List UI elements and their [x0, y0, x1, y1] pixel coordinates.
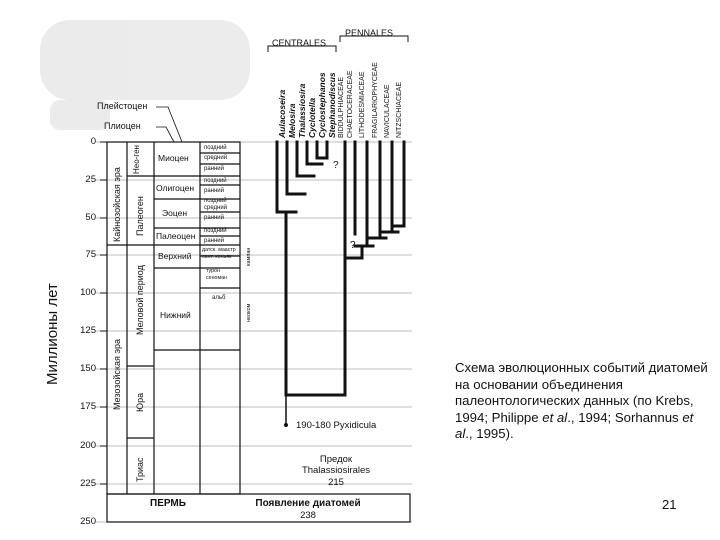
epoch-oligocene: Олигоцен [156, 183, 195, 193]
taxon-biddulphiaceae: BIDDULPHIACEAE [338, 76, 345, 138]
pliocene-label: Плиоцен [104, 121, 141, 131]
appearance-label: Появление диатомей [255, 498, 361, 509]
pennales-label: PENNALES [345, 28, 394, 38]
period-cretaceous: Меловой период [135, 265, 145, 335]
epoch-paleocene: Палеоцен [156, 231, 196, 241]
stage-label: датск. маастр [202, 247, 236, 253]
taxon-naviculaceae: NAVICULACEAE [384, 84, 391, 138]
era-cenozoic: Кайнозойская эра [112, 167, 122, 242]
taxon-melosira: Melosira [287, 103, 297, 138]
tick-25: 25 [85, 174, 96, 185]
stage-label: поздний [204, 228, 227, 234]
stage-label: поздний [204, 198, 227, 204]
tick-150: 150 [80, 363, 96, 374]
tick-0: 0 [90, 136, 96, 147]
stage-label: ранний [204, 238, 225, 244]
centrales-label: CENTRALES [272, 38, 327, 48]
tick-250: 250 [80, 516, 96, 527]
era-mesozoic: Мезозойская эра [112, 338, 122, 410]
tick-100: 100 [80, 287, 96, 298]
epoch-miocene: Миоцен [158, 153, 189, 163]
tick-175: 175 [80, 401, 96, 412]
tick-200: 200 [80, 440, 96, 451]
taxon-stephanodiscus: Stephanodiscus [327, 72, 337, 138]
tick-225: 225 [80, 478, 96, 489]
period-neogene: Нео-ген [132, 145, 141, 174]
note-neocomian: неоком [246, 303, 252, 322]
stage-label: поздний [204, 145, 227, 151]
page-number: 21 [662, 497, 677, 512]
scan-background [40, 20, 250, 130]
epoch-lower: Нижний [160, 310, 191, 320]
stage-label: турон сеноман [206, 268, 227, 281]
stage-label: средний [204, 205, 228, 211]
pyxidicula-label: 190-180 Pyxidicula [296, 420, 377, 431]
epoch-pointers [156, 107, 182, 142]
pyxidicula-marker [284, 423, 288, 427]
axis-ticks [100, 142, 107, 484]
taxon-aulacoseira: Aulacoseira [277, 89, 287, 138]
tick-50: 50 [85, 212, 96, 223]
epoch-upper: Верхний [158, 251, 192, 261]
taxon-cyclostephanos: Cyclostephanos [317, 72, 327, 138]
stage-label: средний [204, 155, 228, 161]
taxon-fragilariophyceae: FRAGILARIOPHYCEAE [372, 62, 379, 138]
note-campanian: кампан [246, 247, 252, 266]
epoch-eocene: Эоцен [162, 208, 188, 218]
period-triassic: Триас [135, 457, 145, 482]
caption: Схема эволюционных событий диатомей на основании объединения палеонтологических данных (по Krebs, 1994; Philippe et al., 1994; Sorhannus et al., 1995). [455, 360, 708, 441]
ancestor-group: Thalassiosirales [301, 465, 371, 476]
stage-label: ранний [204, 188, 225, 194]
tick-75: 75 [85, 249, 96, 260]
taxon-thalassiosira: Thalassiosira [297, 83, 307, 138]
stage-label: поздний [204, 178, 227, 184]
period-jurassic: Юра [135, 392, 145, 412]
taxon-chaetoceraceae: CHAETOCERACEAE [347, 70, 354, 138]
pleistocene-label: Плейстоцен [97, 101, 148, 111]
stage-label: сант. коньяк [202, 254, 232, 260]
period-paleogene: Палеоген [135, 196, 145, 236]
stage-label: альб [212, 295, 226, 301]
ancestor-age: 215 [328, 477, 344, 488]
taxon-lithodesmiaceae: LITHODESMIACEAE [359, 71, 366, 138]
taxon-nitzschiaceae: NITZSCHIACEAE [396, 81, 403, 138]
stage-label: ранний [204, 215, 225, 221]
uncertain-mark: ? [350, 240, 356, 251]
y-axis-label: Миллионы лет [44, 283, 61, 385]
tick-125: 125 [80, 325, 96, 336]
stage-label: ранний [204, 166, 225, 172]
appearance-age: 238 [300, 510, 316, 521]
uncertain-mark: ? [333, 160, 339, 171]
taxon-cyclotella: Cyclotella [307, 97, 317, 138]
perm-label: ПЕРМЬ [150, 498, 186, 509]
ancestor-label: Предок [319, 454, 353, 465]
